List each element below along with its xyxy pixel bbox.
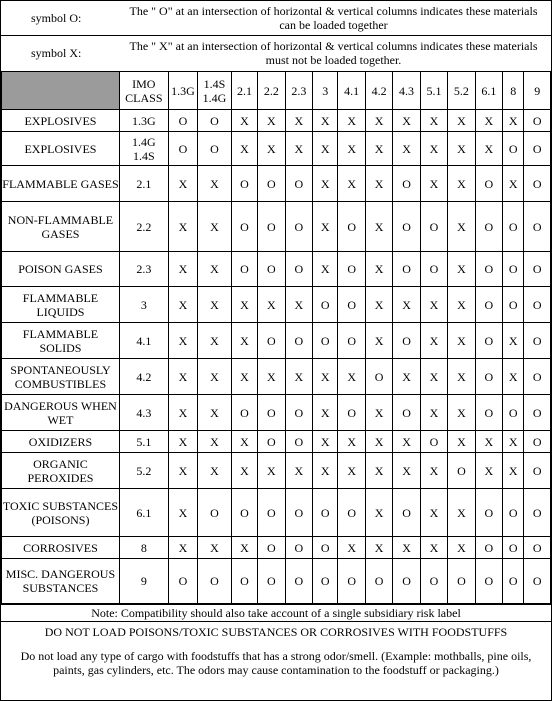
compatibility-cell: X <box>313 453 338 489</box>
compatibility-cell: O <box>475 359 502 395</box>
compatibility-cell: X <box>448 252 475 287</box>
compatibility-cell: X <box>420 166 447 202</box>
compatibility-cell: X <box>365 453 392 489</box>
table-row <box>2 489 551 537</box>
compatibility-cell: O <box>258 323 285 359</box>
legend-text-o: The " O" at an intersection of horizontal & vertical columns indicates these materials can be loaded together <box>116 1 551 35</box>
compatibility-cell: O <box>285 166 312 202</box>
symbol-legend <box>1 1 551 71</box>
hazard-name: CORROSIVES <box>2 537 120 559</box>
compatibility-cell: O <box>503 489 524 537</box>
compatibility-cell: X <box>420 489 447 537</box>
table-row <box>2 559 551 604</box>
table-row <box>2 453 551 489</box>
compatibility-cell: X <box>503 110 524 132</box>
footer-note-row <box>1 605 551 622</box>
compatibility-cell: X <box>420 110 447 132</box>
compatibility-cell: X <box>338 359 365 395</box>
compatibility-body <box>2 110 551 604</box>
compatibility-cell: X <box>503 453 524 489</box>
compatibility-cell: O <box>231 202 257 252</box>
table-row <box>2 287 551 323</box>
compatibility-cell: X <box>231 431 257 453</box>
compatibility-cell: O <box>258 489 285 537</box>
hazard-name: OXIDIZERS <box>2 431 120 453</box>
compatibility-cell: X <box>258 359 285 395</box>
compatibility-cell: O <box>524 252 551 287</box>
compatibility-cell: O <box>524 166 551 202</box>
compatibility-cell: O <box>503 287 524 323</box>
hazard-name: SPONTANEOUSLY COMBUSTIBLES <box>2 359 120 395</box>
compatibility-cell: X <box>168 287 197 323</box>
hazard-name: DANGEROUS WHEN WET <box>2 395 120 431</box>
compatibility-cell: O <box>258 537 285 559</box>
compatibility-cell: X <box>448 537 475 559</box>
imo-class: 5.2 <box>119 453 168 489</box>
compatibility-cell: X <box>198 537 232 559</box>
compatibility-cell: X <box>365 323 392 359</box>
compatibility-cell: X <box>420 395 447 431</box>
compatibility-cell: X <box>365 110 392 132</box>
compatibility-cell: O <box>338 323 365 359</box>
compatibility-cell: O <box>168 110 197 132</box>
compatibility-cell: O <box>524 202 551 252</box>
imo-class: 3 <box>119 287 168 323</box>
compatibility-cell: X <box>393 431 420 453</box>
compatibility-cell: O <box>475 202 502 252</box>
compatibility-cell: X <box>365 431 392 453</box>
compatibility-cell: X <box>503 359 524 395</box>
compatibility-cell: O <box>231 395 257 431</box>
compatibility-cell: X <box>198 453 232 489</box>
compatibility-cell: O <box>393 559 420 604</box>
compatibility-cell: O <box>393 202 420 252</box>
compatibility-cell: X <box>338 110 365 132</box>
imo-class: 2.2 <box>119 202 168 252</box>
compatibility-cell: X <box>168 359 197 395</box>
compatibility-cell: O <box>285 252 312 287</box>
imo-class: 9 <box>119 559 168 604</box>
compatibility-cell: X <box>313 252 338 287</box>
compatibility-cell: X <box>168 489 197 537</box>
compatibility-cell: O <box>258 252 285 287</box>
compatibility-cell: O <box>285 489 312 537</box>
col-header: 4.2 <box>365 72 392 110</box>
hazard-name: FLAMMABLE GASES <box>2 166 120 202</box>
compatibility-table <box>1 71 551 604</box>
compatibility-cell: O <box>393 395 420 431</box>
compatibility-cell: X <box>365 537 392 559</box>
compatibility-cell: X <box>448 359 475 395</box>
compatibility-cell: X <box>365 252 392 287</box>
compatibility-cell: X <box>338 166 365 202</box>
compatibility-cell: X <box>503 431 524 453</box>
compatibility-cell: X <box>168 537 197 559</box>
compatibility-cell: X <box>503 166 524 202</box>
compatibility-cell: O <box>475 395 502 431</box>
compatibility-cell: O <box>285 395 312 431</box>
compatibility-cell: O <box>393 166 420 202</box>
compatibility-cell: X <box>168 252 197 287</box>
imo-class: 1.4G 1.4S <box>119 132 168 166</box>
compatibility-cell: X <box>475 453 502 489</box>
compatibility-cell: O <box>258 431 285 453</box>
table-row <box>2 395 551 431</box>
compatibility-cell: O <box>365 559 392 604</box>
legend-text-x: The " X" at an intersection of horizontal & vertical columns indicates these materials must not be loaded together. <box>129 39 538 68</box>
compatibility-cell: O <box>475 287 502 323</box>
compatibility-cell: O <box>420 431 447 453</box>
compatibility-cell: X <box>198 287 232 323</box>
table-row <box>2 166 551 202</box>
compatibility-cell: O <box>168 559 197 604</box>
hazard-name: EXPLOSIVES <box>2 132 120 166</box>
compatibility-cell: X <box>448 166 475 202</box>
table-row <box>2 132 551 166</box>
compatibility-cell: X <box>258 110 285 132</box>
table-row <box>2 359 551 395</box>
compatibility-cell: X <box>448 431 475 453</box>
compatibility-cell: X <box>393 132 420 166</box>
compatibility-cell: X <box>420 537 447 559</box>
compatibility-cell: O <box>285 537 312 559</box>
compatibility-cell: O <box>231 489 257 537</box>
compatibility-cell: O <box>475 166 502 202</box>
col-header: 2.1 <box>231 72 257 110</box>
compatibility-cell: X <box>198 252 232 287</box>
imo-class: 5.1 <box>119 431 168 453</box>
compatibility-cell: O <box>338 489 365 537</box>
compatibility-cell: O <box>338 395 365 431</box>
imo-class-header: IMO CLASS <box>119 72 168 110</box>
compatibility-cell: X <box>285 132 312 166</box>
compatibility-cell: X <box>393 359 420 395</box>
compatibility-cell: X <box>168 431 197 453</box>
compatibility-cell: O <box>524 287 551 323</box>
header-row <box>2 72 551 110</box>
compatibility-cell: O <box>524 132 551 166</box>
table-row <box>2 110 551 132</box>
imo-class: 4.1 <box>119 323 168 359</box>
compatibility-cell: X <box>393 537 420 559</box>
compatibility-cell: X <box>338 453 365 489</box>
col-header: 6.1 <box>475 72 502 110</box>
legend-row-x <box>1 35 551 71</box>
compatibility-cell: X <box>365 166 392 202</box>
compatibility-cell: X <box>168 395 197 431</box>
compatibility-cell: O <box>231 252 257 287</box>
compatibility-cell: X <box>313 166 338 202</box>
compatibility-cell: O <box>313 537 338 559</box>
compatibility-cell: X <box>420 359 447 395</box>
col-header: 3 <box>313 72 338 110</box>
compatibility-cell: X <box>285 287 312 323</box>
compatibility-cell: X <box>448 202 475 252</box>
compatibility-cell: X <box>313 359 338 395</box>
imo-class: 2.1 <box>119 166 168 202</box>
compatibility-cell: O <box>285 431 312 453</box>
col-header: 1.3G <box>168 72 197 110</box>
compatibility-cell: O <box>258 395 285 431</box>
compatibility-cell: X <box>338 537 365 559</box>
compatibility-cell: X <box>365 395 392 431</box>
compatibility-cell: O <box>198 559 232 604</box>
compatibility-cell: X <box>420 287 447 323</box>
compatibility-cell: O <box>448 453 475 489</box>
compatibility-cell: O <box>524 537 551 559</box>
table-row <box>2 537 551 559</box>
compatibility-cell: O <box>231 559 257 604</box>
col-header: 1.4S 1.4G <box>198 72 232 110</box>
col-header: 2.3 <box>285 72 312 110</box>
compatibility-cell: X <box>198 202 232 252</box>
compatibility-cell: O <box>258 166 285 202</box>
compatibility-cell: O <box>524 359 551 395</box>
compatibility-cell: X <box>313 395 338 431</box>
compatibility-cell: O <box>258 559 285 604</box>
compatibility-cell: O <box>524 489 551 537</box>
compatibility-cell: X <box>313 132 338 166</box>
compatibility-cell: X <box>168 166 197 202</box>
compatibility-cell: X <box>258 453 285 489</box>
compatibility-cell: X <box>168 453 197 489</box>
compatibility-cell: X <box>198 166 232 202</box>
compatibility-cell: X <box>448 110 475 132</box>
compatibility-cell: X <box>168 323 197 359</box>
imo-class: 2.3 <box>119 252 168 287</box>
compatibility-cell: X <box>448 395 475 431</box>
compatibility-cell: X <box>448 132 475 166</box>
compatibility-cell: X <box>231 287 257 323</box>
header-corner <box>2 72 120 110</box>
col-header: 2.2 <box>258 72 285 110</box>
compatibility-cell: O <box>420 252 447 287</box>
table-row <box>2 252 551 287</box>
compatibility-cell: O <box>524 559 551 604</box>
compatibility-cell: X <box>258 287 285 323</box>
compatibility-cell: O <box>393 489 420 537</box>
imo-class: 1.3G <box>119 110 168 132</box>
compatibility-cell: O <box>313 559 338 604</box>
compatibility-cell: O <box>258 202 285 252</box>
compatibility-cell: O <box>475 537 502 559</box>
compatibility-cell: X <box>365 489 392 537</box>
compatibility-cell: X <box>231 323 257 359</box>
table-row <box>2 202 551 252</box>
compatibility-cell: X <box>420 132 447 166</box>
legend-symbol-x: symbol X: <box>31 46 82 61</box>
footer-odor-row <box>1 643 551 683</box>
foodstuff-warning: DO NOT LOAD POISONS/TOXIC SUBSTANCES OR CORROSIVES WITH FOODSTUFFS <box>1 622 551 643</box>
compatibility-cell: X <box>285 453 312 489</box>
compatibility-cell: O <box>503 559 524 604</box>
compatibility-cell: X <box>365 132 392 166</box>
compatibility-cell: X <box>285 110 312 132</box>
imo-class: 8 <box>119 537 168 559</box>
compatibility-cell: O <box>313 323 338 359</box>
compatibility-cell: X <box>393 287 420 323</box>
compatibility-cell: O <box>475 559 502 604</box>
imo-class: 4.2 <box>119 359 168 395</box>
compatibility-cell: X <box>231 132 257 166</box>
compatibility-cell: O <box>475 252 502 287</box>
compatibility-cell: O <box>393 323 420 359</box>
imo-class: 4.3 <box>119 395 168 431</box>
hazard-name: FLAMMABLE LIQUIDS <box>2 287 120 323</box>
compatibility-cell: X <box>231 537 257 559</box>
compatibility-cell: X <box>338 431 365 453</box>
compatibility-cell: O <box>338 559 365 604</box>
compatibility-cell: X <box>365 287 392 323</box>
compatibility-cell: X <box>198 359 232 395</box>
compatibility-cell: O <box>285 202 312 252</box>
compatibility-cell: O <box>198 489 232 537</box>
compatibility-cell: O <box>365 359 392 395</box>
compatibility-cell: O <box>503 132 524 166</box>
compatibility-cell: O <box>198 132 232 166</box>
compatibility-cell: X <box>285 359 312 395</box>
compatibility-cell: O <box>285 323 312 359</box>
compatibility-cell: O <box>420 559 447 604</box>
hazard-name: NON-FLAMMABLE GASES <box>2 202 120 252</box>
compatibility-cell: O <box>420 202 447 252</box>
compatibility-cell: X <box>198 431 232 453</box>
compatibility-cell: O <box>168 132 197 166</box>
compatibility-cell: X <box>198 323 232 359</box>
compatibility-cell: O <box>338 202 365 252</box>
compatibility-cell: X <box>420 323 447 359</box>
table-row <box>2 431 551 453</box>
compatibility-cell: O <box>524 453 551 489</box>
compatibility-cell: O <box>524 431 551 453</box>
compatibility-cell: O <box>198 110 232 132</box>
compatibility-cell: X <box>475 132 502 166</box>
legend-row-o <box>1 1 551 35</box>
odor-warning: Do not load any type of cargo with foodstuffs that has a strong odor/smell. (Example: mothballs, pine oils, paints, gas cylinders, etc. The odors may cause contamination to the foodstuff or packaging.) <box>20 648 532 677</box>
compatibility-cell: O <box>524 110 551 132</box>
compatibility-cell: X <box>231 453 257 489</box>
compatibility-cell: X <box>231 110 257 132</box>
compatibility-cell: X <box>313 202 338 252</box>
compatibility-note: Note: Compatibility should also take account of a single subsidiary risk label <box>1 605 551 622</box>
legend-symbol-o: symbol O: <box>1 1 116 35</box>
compatibility-cell: X <box>313 110 338 132</box>
compatibility-cell: O <box>313 489 338 537</box>
hazard-name: TOXIC SUBSTANCES (POISONS) <box>2 489 120 537</box>
hazard-name: POISON GASES <box>2 252 120 287</box>
compatibility-cell: X <box>475 431 502 453</box>
compatibility-cell: O <box>393 252 420 287</box>
compatibility-cell: X <box>448 489 475 537</box>
footer-notes <box>1 604 551 683</box>
compatibility-cell: O <box>503 202 524 252</box>
compatibility-cell: O <box>448 559 475 604</box>
col-header: 8 <box>503 72 524 110</box>
compatibility-cell: O <box>475 323 502 359</box>
hazard-name: EXPLOSIVES <box>2 110 120 132</box>
compatibility-cell: O <box>338 252 365 287</box>
hazard-name: ORGANIC PEROXIDES <box>2 453 120 489</box>
compatibility-cell: O <box>338 287 365 323</box>
compatibility-cell: O <box>524 323 551 359</box>
compatibility-cell: X <box>448 287 475 323</box>
compatibility-cell: X <box>198 395 232 431</box>
col-header: 5.2 <box>448 72 475 110</box>
compatibility-cell: O <box>231 166 257 202</box>
compatibility-cell: X <box>258 132 285 166</box>
compatibility-cell: O <box>285 559 312 604</box>
compatibility-cell: X <box>365 202 392 252</box>
footer-warning-row <box>1 622 551 643</box>
compatibility-cell: X <box>313 431 338 453</box>
compatibility-cell: O <box>503 395 524 431</box>
hazard-name: FLAMMABLE SOLIDS <box>2 323 120 359</box>
col-header: 5.1 <box>420 72 447 110</box>
compatibility-cell: X <box>231 359 257 395</box>
compatibility-cell: O <box>503 537 524 559</box>
imo-class: 6.1 <box>119 489 168 537</box>
compatibility-cell: O <box>313 287 338 323</box>
compatibility-cell: X <box>420 453 447 489</box>
compatibility-cell: X <box>448 323 475 359</box>
col-header: 4.1 <box>338 72 365 110</box>
compatibility-cell: O <box>524 395 551 431</box>
col-header: 9 <box>524 72 551 110</box>
compatibility-cell: X <box>393 110 420 132</box>
compatibility-cell: X <box>475 110 502 132</box>
compatibility-cell: O <box>475 489 502 537</box>
col-header: 4.3 <box>393 72 420 110</box>
compatibility-cell: O <box>503 252 524 287</box>
hazard-name: MISC. DANGEROUS SUBSTANCES <box>2 559 120 604</box>
compatibility-cell: X <box>393 453 420 489</box>
compatibility-cell: X <box>338 132 365 166</box>
table-row <box>2 323 551 359</box>
compatibility-cell: X <box>503 323 524 359</box>
compatibility-cell: X <box>168 202 197 252</box>
